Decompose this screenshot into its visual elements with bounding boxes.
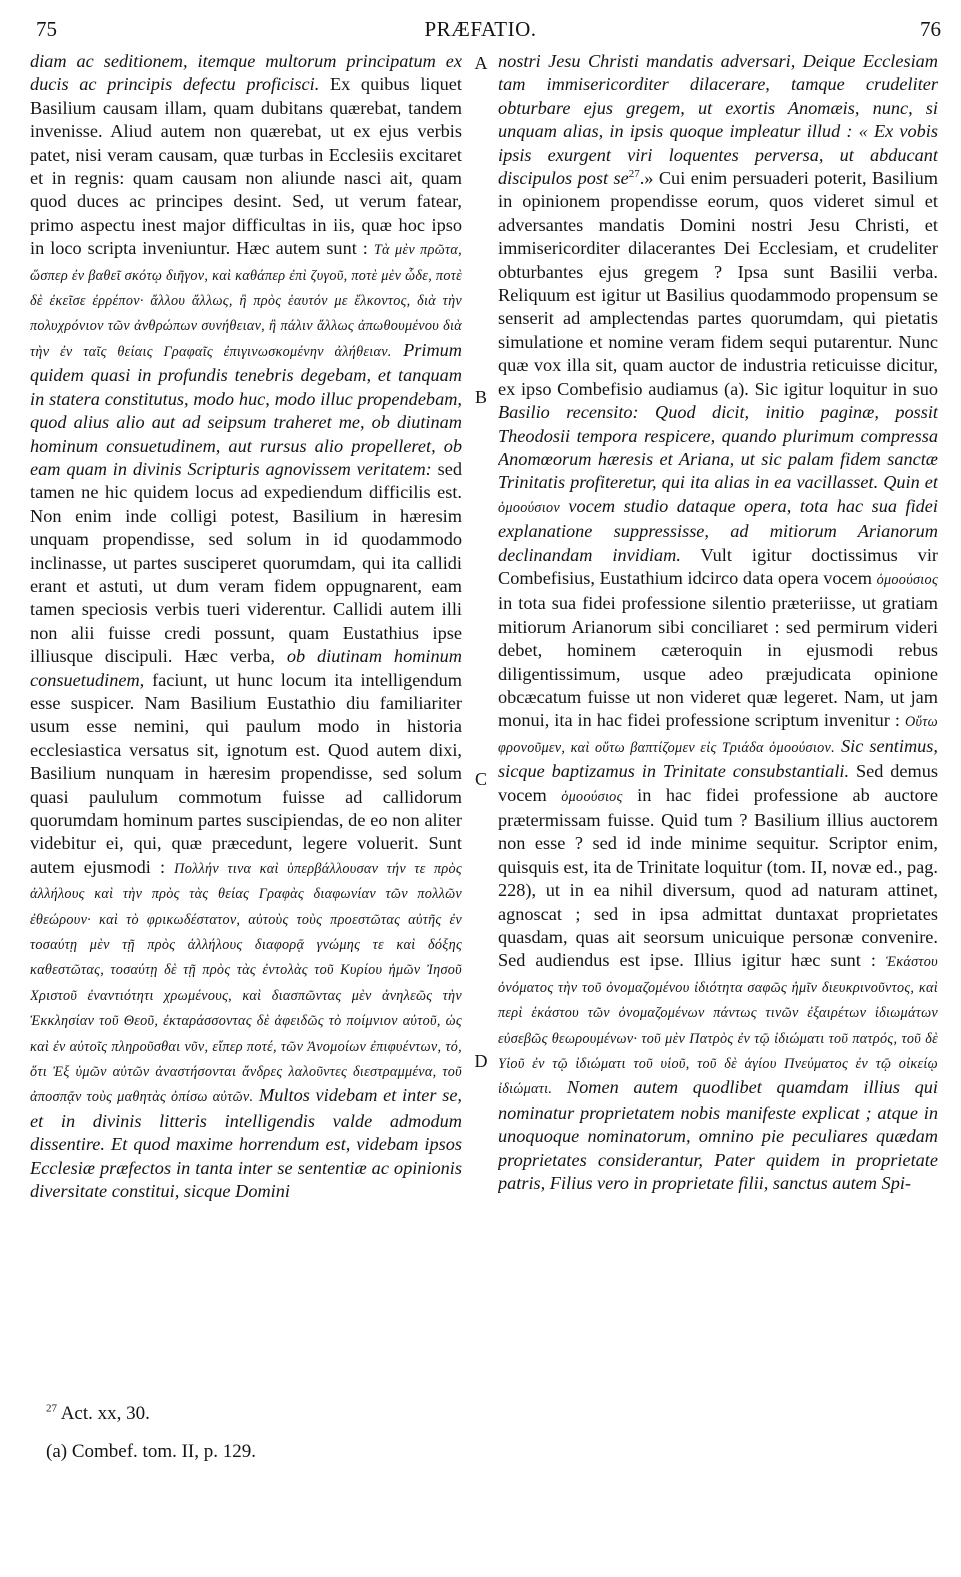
greek-quote: Ἑκάστου ὀνόματος τὴν τοῦ ὀνομαζομένου ἰδιότητα σαφῶς ἡμῖν διευκρινοῦντος, καὶ περὶ ἑκάστου τῶν ὀνομαζομένων πάντως τινῶν ἐξαιρέτων ἰδιωμάτων εὐσεβῶς θεωρουμένων· τοῦ μὲν Πατρὸς ἐν τῷ ἰδιώματι τοῦ πατρός, τοῦ δὲ Υἱοῦ ἐν τῷ ἰδιώματι τοῦ υἱοῦ, τοῦ δὲ ἁγίου Πνεύματος ἐν τῷ οἰκείῳ ἰδιώματι. [498, 954, 938, 1098]
margin-marker-b: B [474, 387, 487, 407]
margin-marker-d: D [474, 1051, 488, 1071]
text-roman: Sed demus vocem [498, 761, 938, 805]
text-roman: Ex quibus liquet Basilium causam illam, quam dubitans quærebat, tandem invenisse. Aliud autem non quærebat, ut ex ejus verbis patet, nisi veram causam, quæ turbas in Ecclesiis excitaret et in regnis: quam causam non aliunde nasci ait, quam quod duces ac principes desint. Sed, ut verum fatear, primo aspectu inest major difficultas in iis, quæ hoc ipso in loco scripta inveniuntur. Hæc autem sunt : [30, 74, 462, 259]
footnote-a: (a) Combef. tom. II, p. 129. [46, 1441, 257, 1462]
greek-quote: Πολλήν τινα καὶ ὑπερβάλλουσαν τήν τε πρὸς ἀλλήλους καὶ τὴν πρὸς τὰς θείας Γραφὰς διαφωνίαν τῶν πολλῶν ἐθεώρουν· καὶ τὸ φρικωδέστατον, αὐτοὺς τοὺς προεστῶτας αὐτῆς ἐν τοσαύτῃ μὲν τῇ πρὸς ἀλλήλους διαφορᾷ γνώμης τε καὶ δόξης καθεστῶτας, τοσαύτῃ δὲ τῇ πρὸς τὰς ἐντολὰς τοῦ Κυρίου ἡμῶν Ἰησοῦ Χριστοῦ ἐναντιότητι χρωμένους, καὶ διασπῶντας μὲν ἀνηλεῶς τὴν Ἐκκλησίαν τοῦ Θεοῦ, ἐκταράσσοντας δὲ ἀφειδῶς τὸ ποίμνιον αὐτοῦ, ὡς καὶ ἐν αὐτοῖς πληροῦσθαι νῦν, εἴπερ ποτέ, τῶν Ἀνομοίων ἐπιφυέντων, τό, ὅτι Ἐξ ὑμῶν αὐτῶν ἀναστήσονται ἄνδρες λαλοῦντες διεστραμμένα, τοῦ ἀποσπᾷν τοὺς μαθητὰς ὀπίσω αὐτῶν. [30, 860, 462, 1106]
footnote-text: Act. xx, 30. [57, 1403, 150, 1424]
text-italic: nostri Jesu Christi mandatis adversari, Deique Ecclesiam tam immisericorditer dilacerare, tamque crudeliter obturbare ejus gregem, ut exortis Anomæis, nunc, si unquam alias, in ipsis quoque impleatur illud : « Ex vobis ipsis exurgent viri loquentes perversa, ut abducant discipulos post se [498, 51, 938, 189]
left-column-text [30, 50, 462, 1204]
text-italic: ob diutinam hominum consuetudinem, [30, 646, 462, 690]
text-roman: in tota sua fidei professione silentio præteriisse, ut gratiam mitiorum Arianorum sibi conciliaret : sed permirum videri debet, hominem cæteroquin in ejusmodi rebus diligentissimum, usque adeo præjudicata opinione obcæcatum fuisse ut non videret quæ legeret. Nam, ut jam monui, ita in hac fidei professione scriptum invenitur : [498, 593, 938, 731]
margin-marker-c: C [474, 769, 487, 789]
page-number-right: 76 [920, 17, 941, 41]
text-roman: faciunt, ut hunc locum ita intelligendum esse suspicer. Nam Basilium Eustathio diu familiariter usum esse nemini, qui paulum modo in historia ecclesiastica versatus sit, ignotum est. Quod autem dixi, Basilium nunquam in hæresim propendisse, sed solum quasi paululum commotum fuisse ad callidorum quorumdam hominum partes suscipiendas, de eo non aliter videbitur ei, qui, quæ præcedunt, legere voluerit. Sunt autem ejusmodi : [30, 669, 462, 877]
text-roman: .» Cui enim persuaderi poterit, Basilium in opinionem propendisse eorum, quos videret simul et adversantes mandatis Domini nostri Jesu Christi, et immisericorditer dilacerantes Dei Ecclesiam, et crudeliter obturbantes ejus gregem ? Ipsa sunt Basilii verba. Reliquum est igitur ut Basilius quodammodo propensum se senserit ad amplectendas partes quorumdam, qui pietatis simulatione et nomine veram fidem sequi putarentur. Nunc quæ vox illa sit, quam auctor de industria reticuisse dicitur, ex ipso Combefisio audiamus (a). Sic igitur loquitur in suo [498, 168, 938, 399]
text-italic: Primum quidem quasi in profundis tenebris degebam, et tanquam in statera constitutus, modo huc, modo illuc propendebam, quod alius alio aut ad seipsum traheret me, ob diutinam hominum consuetudinem, aut rursus alio propelleret, ob eam quam in divinis Scripturis agnovissem veritatem: [30, 339, 462, 479]
page-title: PRÆFATIO. [424, 17, 537, 41]
footnote-27 [46, 1402, 150, 1426]
text-italic: Multos videbam et inter se, et in divinis litteris intelligendis valde admodum dissentire. Et quod maxime horrendum est, videbam ipsos Ecclesiæ præfectos in tanta inter se sententiæ ac opinionis diversitate constitui, sicque Domini [30, 1085, 462, 1202]
text-italic: Basilio recensito: Quod dicit, initio paginæ, possit Theodosii tempora respicere, quando plurimum compressa Anomœorum hæresis et Ariana, ut sic palam fidem sanctæ Trinitatis profiteretur, qui ita alias in ea vacillasset. Quin et [498, 402, 938, 493]
text-italic: Sic sentimus, sicque baptizamus in Trinitate consubstantiali. [498, 735, 938, 782]
page-number-left: 75 [36, 17, 57, 41]
greek-word: ὁμοούσιος [561, 788, 623, 805]
text-italic: vocem studio dataque opera, tota hac sua fidei explanatione suppressisse, ad mitiorum Arianorum declinandam invidiam. [498, 495, 938, 565]
text-italic: diam ac seditionem, itemque multorum principatum ex ducis ac principis defectu proficisci. [30, 51, 462, 95]
margin-marker-a: A [474, 53, 488, 73]
text-roman: in hac fidei professione ab auctore prætermissam fuisse. Quid tum ? Basilium illius auctorem non esse ? sed id inde minime sequitur. Scriptor enim, quisquis est, ita de Trinitate loquitur (tom. II, novæ ed., pag. 228), ut in ea nihil diversum, quod ad naturam attinet, agnoscat ; sed in ipsa admittat duntaxat proprietates quasdam, quas ait seorsum unicuique personæ convenire. Sed audiendus est ipse. Illius igitur hæc sunt : [498, 784, 938, 971]
greek-quote: Οὕτω φρονοῦμεν, καὶ οὕτω βαπτίζομεν εἰς Τριάδα ὁμοούσιον. [498, 714, 938, 756]
greek-word: ὁμοούσιος [876, 571, 938, 588]
footnote-number: 27 [46, 1402, 57, 1415]
left-column [30, 50, 462, 1390]
greek-quote: Τὰ μὲν πρῶτα, ὥσπερ ἐν βαθεῖ σκότῳ διῆγον, καὶ καθάπερ ἐπὶ ζυγοῦ, ποτὲ μὲν ὧδε, ποτὲ δὲ ἐκεῖσε ἐρρέπον· ἄλλου ἄλλως, ἢ πρὸς ἑαυτόν με ἕλκοντος, διὰ τὴν πολυχρόνιον τῶν ἀνθρώπων συνήθειαν, ἢ πάλιν ἄλλως ἀπωθουμένου διὰ τὴν ἐν ταῖς θείαις Γραφαῖς ἐπιγινωσκομένην ἀλήθειαν. [30, 242, 462, 360]
greek-word: ὁμοούσιον [498, 499, 560, 516]
right-column-text [498, 50, 938, 1196]
text-roman: Vult igitur doctissimus vir Combefisius, Eustathium idcirco data opera vocem [498, 544, 938, 588]
footnote-ref[interactable]: 27 [628, 167, 640, 180]
text-italic: Nomen autem quodlibet quamdam illius qui nominatur proprietatem nobis manifeste explicat ; atque in unoquoque nominatorum, omnino pie peculiares quædam proprietates considerantur, Pater quidem in proprietate patris, Filius vero in proprietate filii, sanctus autem Spi- [498, 1077, 938, 1194]
right-column [498, 50, 938, 1390]
text-roman: sed tamen ne hic quidem locus ad expediendum difficilis est. Non enim inde colligi potest, Basilium in hæresim unquam propendisse, sed solum in id quodammodo inclinasse, ut partes susciperet quorumdam, qui ita callidi erant et astuti, ut dum veram fidem oppugnarent, eam tamen speciosis verbis tueri viderentur. Callidi autem illi non alii fuisse credi possunt, quam Eustathius ipse illiusque discipuli. Hæc verba, [30, 458, 462, 667]
